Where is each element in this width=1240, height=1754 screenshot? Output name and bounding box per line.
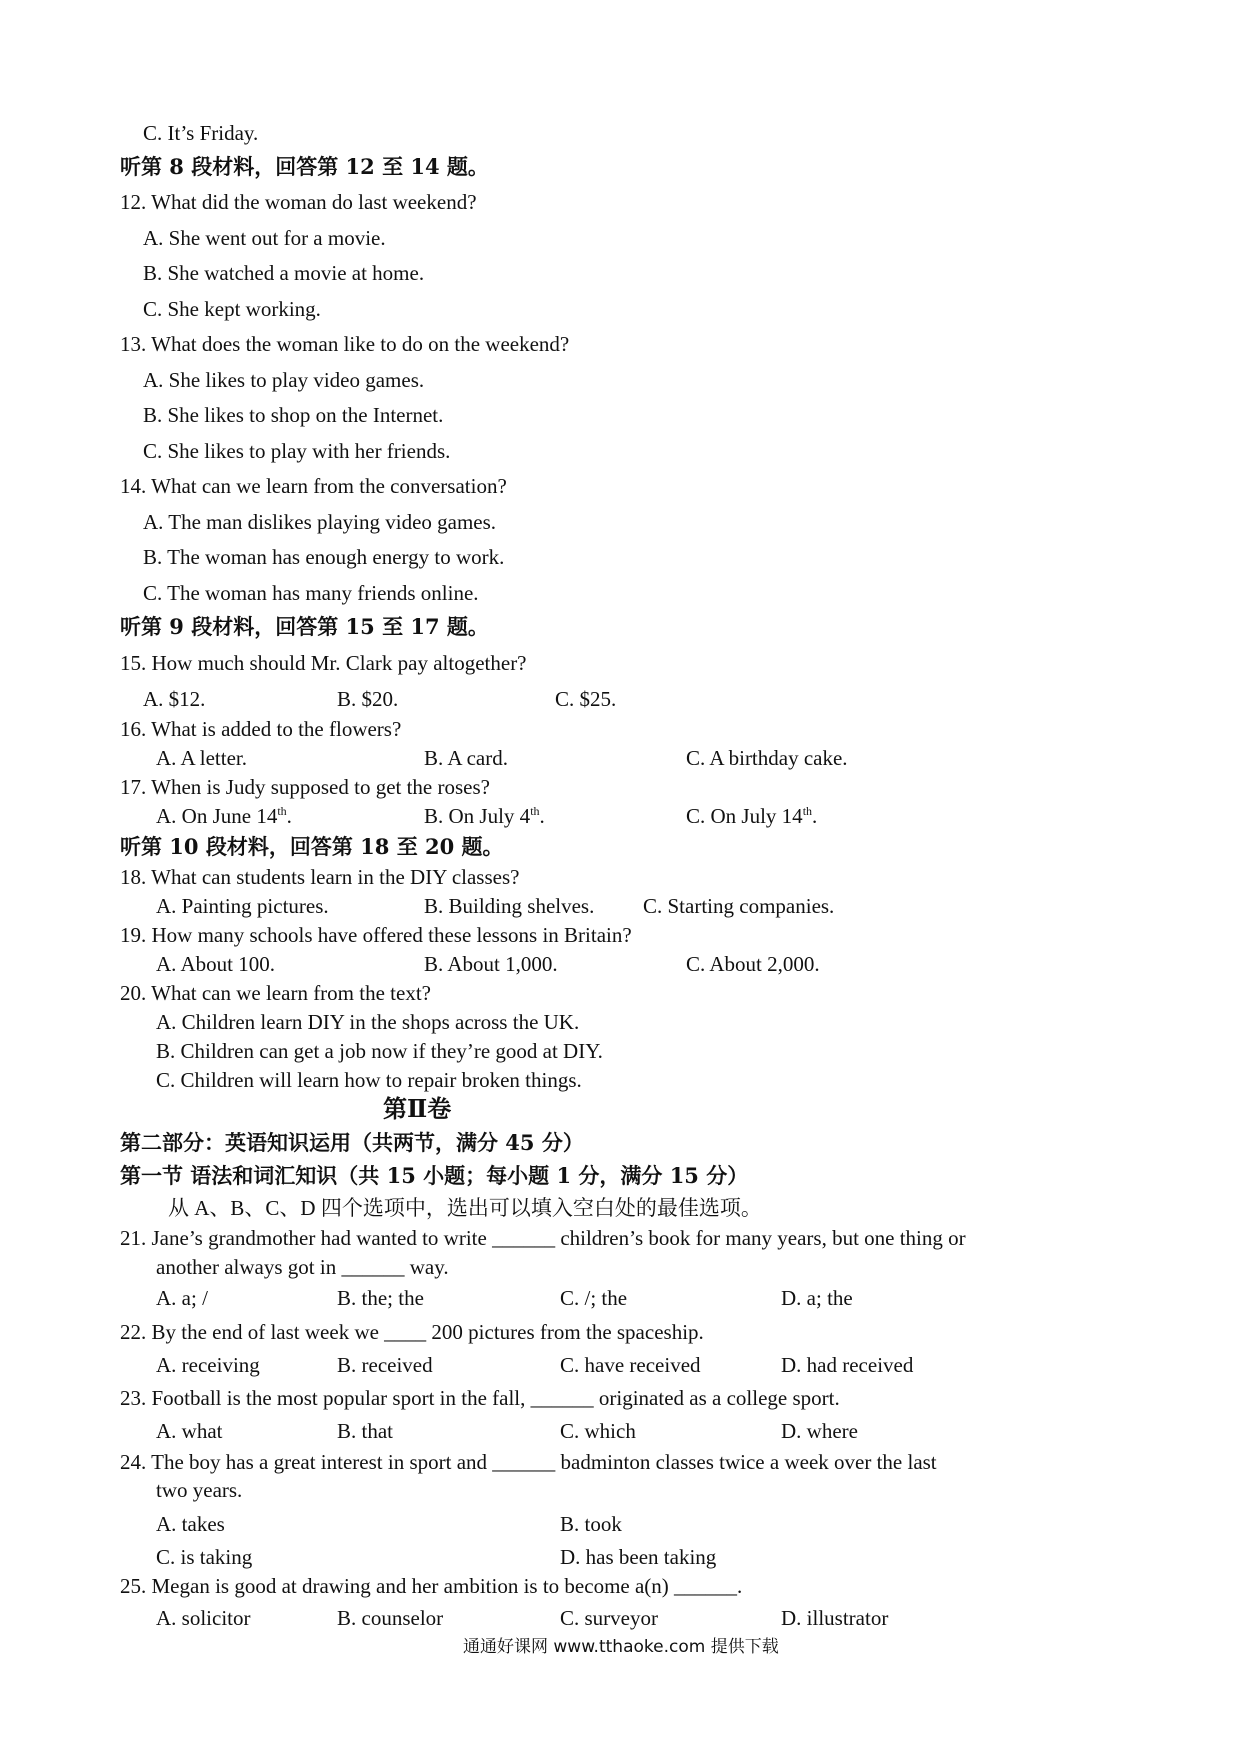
question-line: 15. How much should Mr. Clark pay altogether? xyxy=(120,651,527,675)
option-line: A. what xyxy=(156,1419,223,1443)
option-line: C. which xyxy=(560,1419,636,1443)
footer-source: 通通好课网 www.tthaoke.com 提供下载 xyxy=(463,1637,779,1657)
section-heading: 第二部分：英语知识运用（共两节，满分 45 分） xyxy=(120,1130,584,1155)
option-line xyxy=(686,803,817,829)
ordinal-suffix: th xyxy=(277,804,287,818)
question-line: another always got in ______ way. xyxy=(156,1255,449,1279)
option-line xyxy=(424,803,545,829)
question-line: 20. What can we learn from the text? xyxy=(120,981,431,1005)
question-line: 21. Jane’s grandmother had wanted to write ______ children’s book for many years, but one thing or xyxy=(120,1226,966,1250)
question-line: 25. Megan is good at drawing and her ambition is to become a(n) ______. xyxy=(120,1574,743,1598)
option-line: A. About 100. xyxy=(156,952,276,976)
option-line: D. a; the xyxy=(781,1286,853,1310)
option-line: C. About 2,000. xyxy=(686,952,820,976)
option-line: C. is taking xyxy=(156,1545,253,1569)
option-text: A. On June 14 xyxy=(156,804,278,828)
question-line: 13. What does the woman like to do on the weekend? xyxy=(120,332,570,356)
option-line: C. The woman has many friends online. xyxy=(143,581,479,605)
option-line: D. illustrator xyxy=(781,1606,889,1630)
option-line xyxy=(156,803,292,829)
question-line: 22. By the end of last week we ____ 200 pictures from the spaceship. xyxy=(120,1320,704,1344)
option-line: B. Building shelves. xyxy=(424,894,595,918)
option-line: A. The man dislikes playing video games. xyxy=(143,510,497,534)
option-line: B. counselor xyxy=(337,1606,444,1630)
option-line: B. A card. xyxy=(424,746,508,770)
option-line: A. a; / xyxy=(156,1286,208,1310)
option-line: C. /; the xyxy=(560,1286,628,1310)
option-line: B. She likes to shop on the Internet. xyxy=(143,403,444,427)
option-punct: . xyxy=(812,804,818,828)
option-line: C. It’s Friday. xyxy=(143,121,259,145)
question-line: 24. The boy has a great interest in sport and ______ badminton classes twice a week over the last xyxy=(120,1450,937,1474)
option-line: C. $25. xyxy=(555,687,617,711)
option-line: C. Children will learn how to repair broken things. xyxy=(156,1068,582,1092)
option-line: C. She kept working. xyxy=(143,297,321,321)
option-line: A. She went out for a movie. xyxy=(143,226,386,250)
option-line: A. $12. xyxy=(143,687,206,711)
question-line: 18. What can students learn in the DIY classes? xyxy=(120,865,520,889)
option-line: D. where xyxy=(781,1419,858,1443)
option-line: A. Painting pictures. xyxy=(156,894,329,918)
option-line: C. A birthday cake. xyxy=(686,746,848,770)
section-heading: 听第 9 段材料，回答第 15 至 17 题。 xyxy=(120,614,489,639)
question-line: 17. When is Judy supposed to get the roses? xyxy=(120,775,490,799)
instruction-line: 从 A、B、C、D 四个选项中，选出可以填入空白处的最佳选项。 xyxy=(168,1196,762,1220)
question-line: 19. How many schools have offered these lessons in Britain? xyxy=(120,923,632,947)
option-line: A. Children learn DIY in the shops across the UK. xyxy=(156,1010,580,1034)
option-line: C. have received xyxy=(560,1353,701,1377)
option-line: C. Starting companies. xyxy=(643,894,835,918)
option-text: C. On July 14 xyxy=(686,804,803,828)
option-line: B. received xyxy=(337,1353,433,1377)
option-text: B. On July 4 xyxy=(424,804,531,828)
option-line: A. takes xyxy=(156,1512,225,1536)
option-line: B. She watched a movie at home. xyxy=(143,261,425,285)
option-line: D. has been taking xyxy=(560,1545,717,1569)
option-line: C. She likes to play with her friends. xyxy=(143,439,451,463)
option-line: B. took xyxy=(560,1512,622,1536)
option-line: B. Children can get a job now if they’re good at DIY. xyxy=(156,1039,603,1063)
part-title: 第Ⅱ卷 xyxy=(383,1094,452,1123)
section-heading: 听第 8 段材料，回答第 12 至 14 题。 xyxy=(120,154,489,179)
option-line: D. had received xyxy=(781,1353,914,1377)
option-line: B. $20. xyxy=(337,687,399,711)
option-punct: . xyxy=(539,804,545,828)
question-line: 12. What did the woman do last weekend? xyxy=(120,190,477,214)
option-line: A. She likes to play video games. xyxy=(143,368,425,392)
option-line: B. The woman has enough energy to work. xyxy=(143,545,505,569)
ordinal-suffix: th xyxy=(802,804,813,818)
option-line: C. surveyor xyxy=(560,1606,658,1630)
option-line: A. receiving xyxy=(156,1353,260,1377)
section-heading: 第一节 语法和词汇知识（共 15 小题；每小题 1 分，满分 15 分） xyxy=(120,1163,749,1188)
option-line: B. the; the xyxy=(337,1286,424,1310)
question-line: 14. What can we learn from the conversation? xyxy=(120,474,507,498)
section-heading: 听第 10 段材料，回答第 18 至 20 题。 xyxy=(120,834,504,859)
option-line: B. About 1,000. xyxy=(424,952,558,976)
question-line: two years. xyxy=(156,1478,243,1502)
option-line: A. A letter. xyxy=(156,746,247,770)
ordinal-suffix: th xyxy=(530,804,540,818)
question-line: 23. Football is the most popular sport in the fall, ______ originated as a college sport. xyxy=(120,1386,840,1410)
option-line: A. solicitor xyxy=(156,1606,251,1630)
option-line: B. that xyxy=(337,1419,393,1443)
question-line: 16. What is added to the flowers? xyxy=(120,717,402,741)
option-punct: . xyxy=(286,804,292,828)
